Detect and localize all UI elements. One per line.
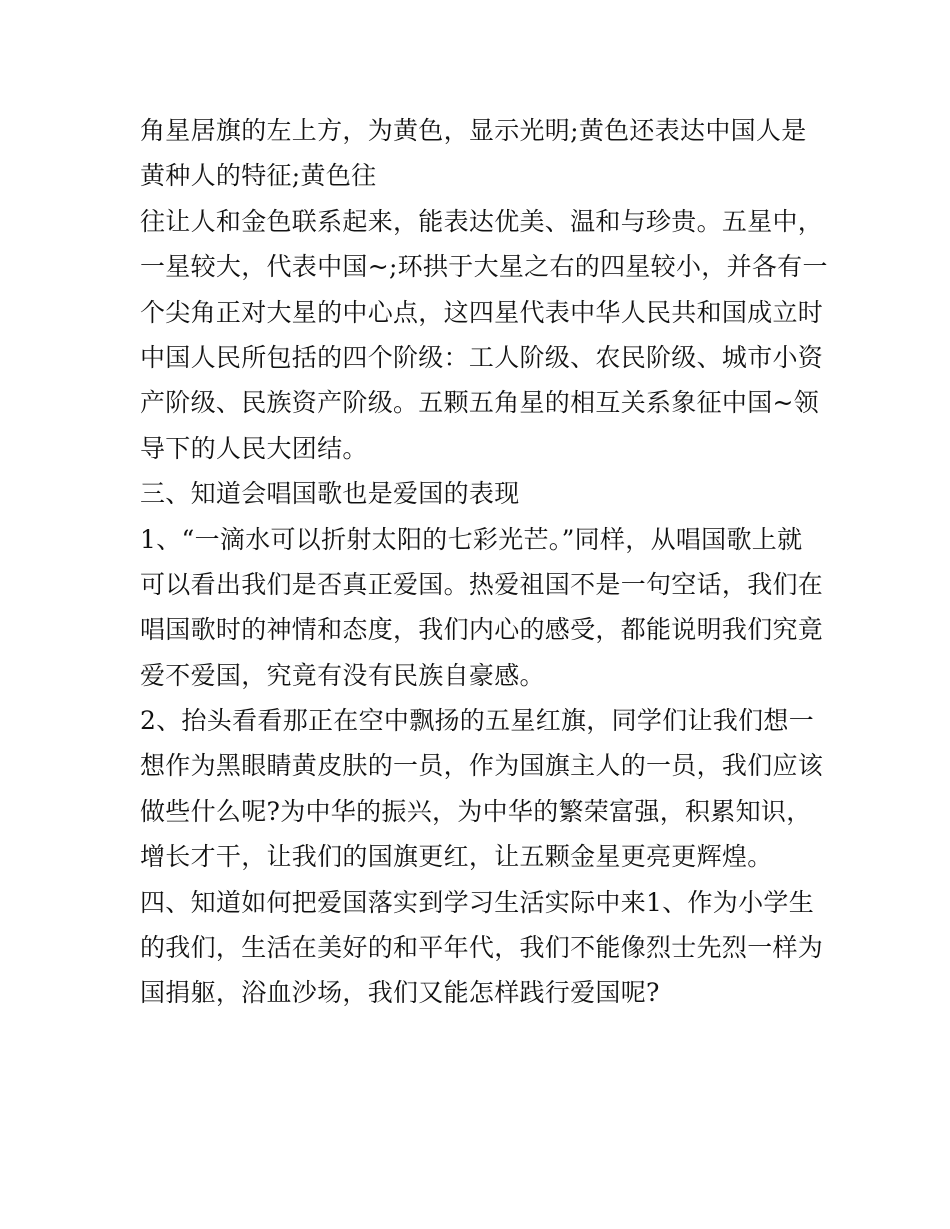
text-line: 产阶级、民族资产阶级。五颗五角星的相互关系象征中国~领 bbox=[140, 388, 820, 418]
text-line: 做些什么呢?为中华的振兴，为中华的繁荣富强，积累知识， bbox=[140, 796, 812, 826]
section-heading: 三、知道会唱国歌也是爱国的表现 bbox=[140, 479, 520, 509]
text-line: 唱国歌时的神情和态度，我们内心的感受，都能说明我们究竟 bbox=[140, 615, 824, 645]
text-line: 导下的人民大团结。 bbox=[140, 433, 368, 463]
body-text bbox=[140, 108, 828, 1016]
text-line: 2、抬头看看那正在空中飘扬的五星红旗，同学们让我们想一 bbox=[140, 706, 815, 736]
text-line: 角星居旗的左上方，为黄色，显示光明;黄色还表达中国人是 bbox=[140, 116, 807, 145]
text-line: 爱不爱国，究竟有没有民族自豪感。 bbox=[140, 660, 545, 690]
text-line: 个尖角正对大星的中心点，这四星代表中华人民共和国成立时 bbox=[140, 297, 824, 327]
text-line: 黄种人的特征;黄色往 bbox=[140, 161, 377, 191]
section-heading: 四、知道如何把爱国落实到学习生活实际中来1、作为小学生 bbox=[140, 887, 815, 917]
text-line: 中国人民所包括的四个阶级：工人阶级、农民阶级、城市小资 bbox=[140, 342, 824, 372]
text-line: 往让人和金色联系起来，能表达优美、温和与珍贵。五星中， bbox=[140, 206, 824, 236]
text-line: 一星较大，代表中国~;环拱于大星之右的四星较小，并各有一 bbox=[140, 252, 828, 282]
text-line: 国捐躯，浴血沙场，我们又能怎样践行爱国呢? bbox=[140, 978, 660, 1008]
text-line: 1、“一滴水可以折射太阳的七彩光芒。”同样，从唱国歌上就 bbox=[140, 524, 803, 554]
text-line: 可以看出我们是否真正爱国。热爱祖国不是一句空话，我们在 bbox=[140, 569, 824, 599]
text-line: 想作为黑眼睛黄皮肤的一员，作为国旗主人的一员，我们应该 bbox=[140, 751, 824, 781]
text-line: 增长才干，让我们的国旗更红，让五颗金星更亮更辉煌。 bbox=[140, 842, 773, 872]
text-line: 的我们，生活在美好的和平年代，我们不能像烈士先烈一样为 bbox=[140, 933, 824, 963]
